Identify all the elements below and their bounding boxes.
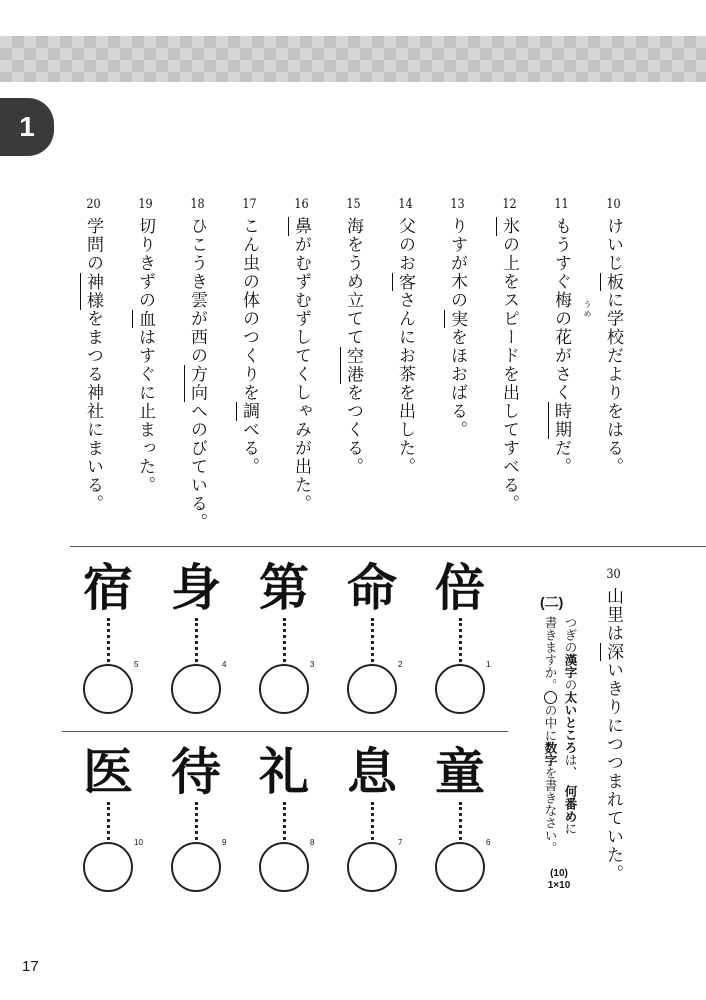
- answer-underline[interactable]: 空港: [340, 347, 365, 384]
- section-badge: 1: [0, 98, 54, 156]
- question-15: 15海をうめ立てて空港をつくる。: [338, 198, 368, 476]
- question-12: 12氷の上をスピードを出してすべる。: [494, 198, 524, 513]
- circle-icon: [544, 691, 557, 704]
- question-20: 20学問の神様をまつる神社にまいる。: [78, 198, 108, 513]
- question-17: 17こん虫の体のつくりを調べる。: [234, 198, 264, 476]
- question-30: 30山里は深いきりにつつまれていた。: [598, 568, 628, 883]
- question-16: 16鼻がむずむずしてくしゃみが出た。: [286, 198, 316, 513]
- answer-circle[interactable]: [435, 842, 485, 892]
- score-box: (10) 1×10: [547, 868, 571, 891]
- question2-instruction-line1: つぎの漢字の太いところは、何番めに: [563, 616, 578, 835]
- answer-circle[interactable]: [259, 664, 309, 714]
- answer-circle[interactable]: [259, 842, 309, 892]
- answer-underline[interactable]: 神様: [80, 273, 105, 310]
- header-pattern-band: [0, 36, 706, 82]
- answer-circle[interactable]: [83, 842, 133, 892]
- question-18: 18ひこうき雲が西の方向へのびている。: [182, 198, 212, 532]
- question2-label: (二): [540, 594, 564, 610]
- question-13: 13りすが木の実をほおばる。: [442, 198, 472, 439]
- answer-circle[interactable]: [435, 664, 485, 714]
- answer-underline[interactable]: 血: [132, 310, 157, 329]
- answer-circle[interactable]: [347, 842, 397, 892]
- answer-underline[interactable]: 方向: [184, 365, 209, 402]
- row-divider: [62, 731, 508, 732]
- answer-circle[interactable]: [171, 664, 221, 714]
- answer-underline[interactable]: 調: [236, 402, 261, 421]
- section-divider: [70, 546, 706, 547]
- answer-underline[interactable]: 深: [600, 643, 625, 662]
- question-14: 14父のお客さんにお茶を出した。: [390, 198, 420, 476]
- answer-circle[interactable]: [83, 664, 133, 714]
- question-10: 10けいじ板に学校だよりをはる。: [598, 198, 628, 476]
- question2-instruction-line2: 書きますか。の中に数字を書きなさい。: [543, 616, 558, 854]
- answer-circle[interactable]: [347, 664, 397, 714]
- furigana: うめ: [583, 300, 592, 319]
- question-11: うめ 11もうすぐ梅の花がさく時期だ。: [546, 198, 576, 476]
- answer-underline[interactable]: 氷: [496, 217, 521, 236]
- page-number: 17: [22, 958, 39, 975]
- answer-underline[interactable]: 実: [444, 310, 469, 329]
- answer-circle[interactable]: [171, 842, 221, 892]
- answer-underline[interactable]: 客: [392, 273, 417, 292]
- question-19: 19切りきずの血はすぐに止まった。: [130, 198, 160, 495]
- answer-underline[interactable]: 板: [600, 273, 625, 292]
- answer-underline[interactable]: 鼻: [288, 217, 313, 236]
- answer-underline[interactable]: 時期: [548, 402, 573, 439]
